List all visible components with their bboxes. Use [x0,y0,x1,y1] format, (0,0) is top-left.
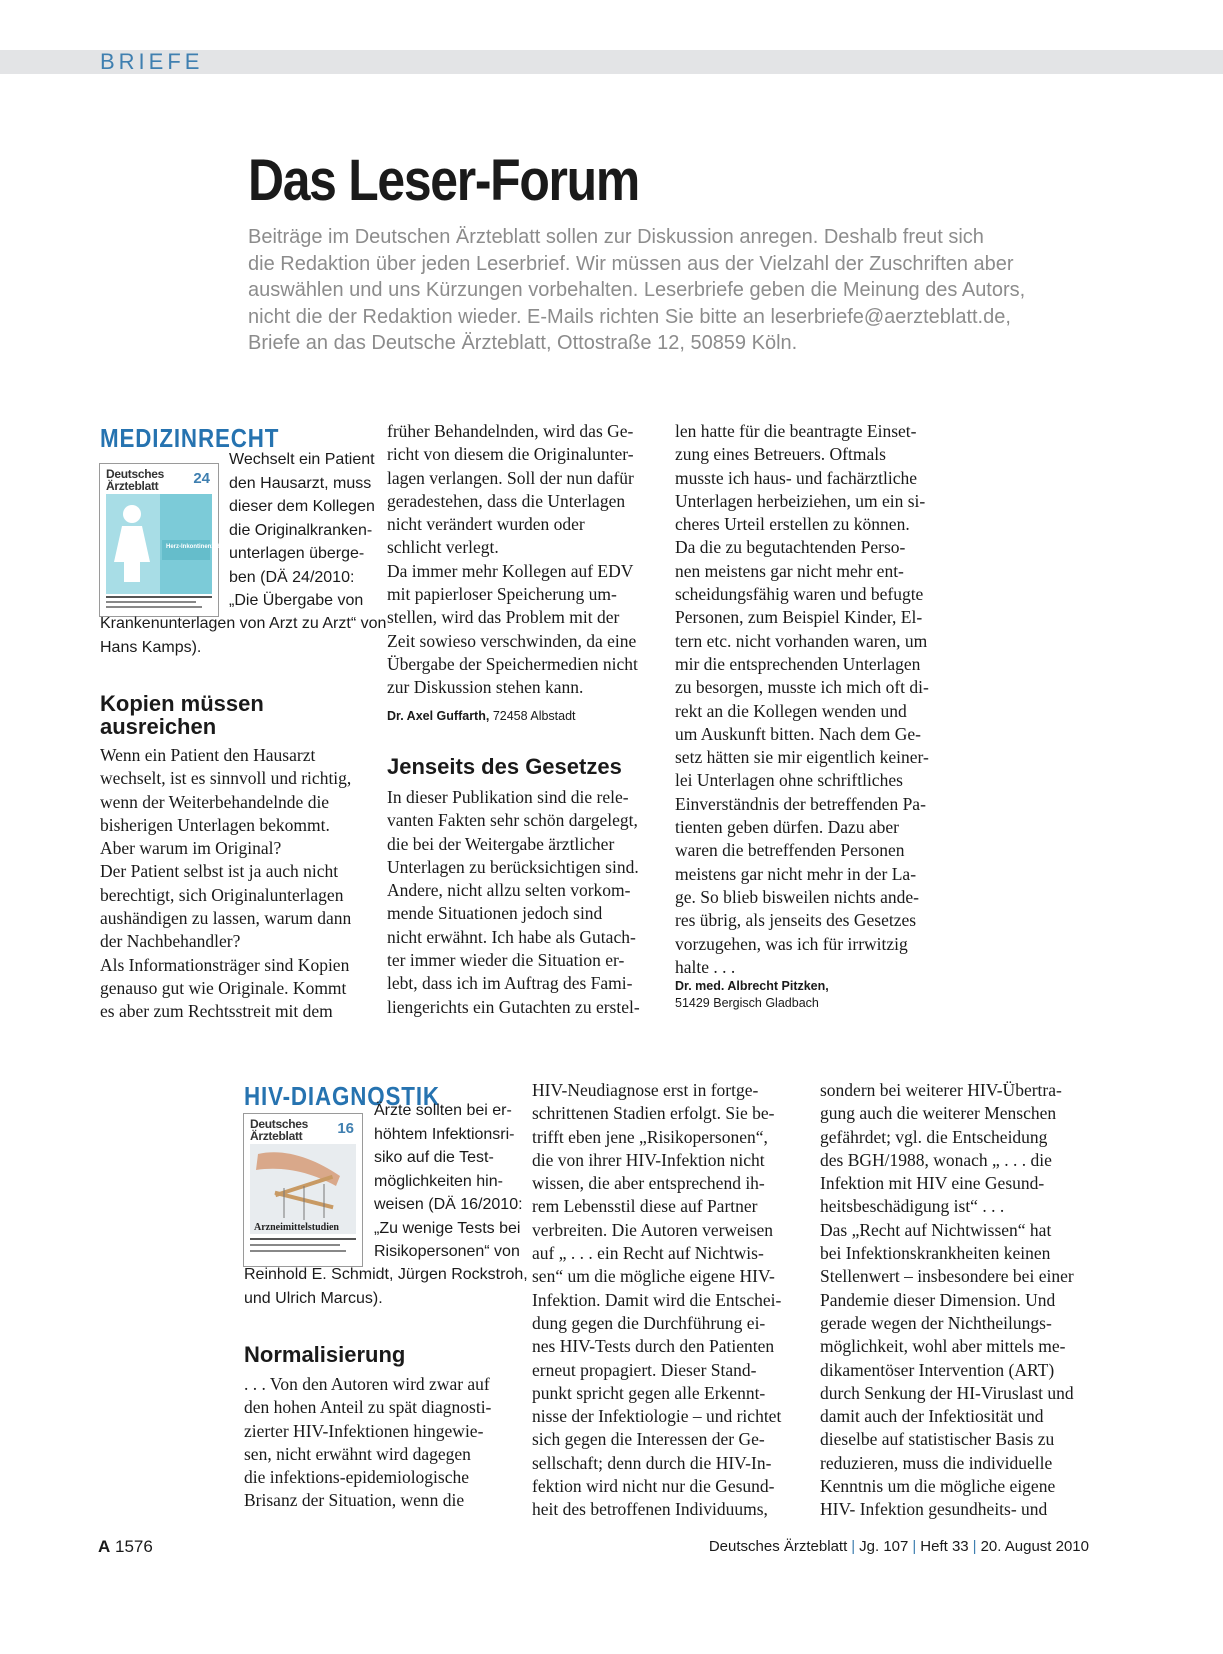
text-line: zu besorgen, musste ich mich oft di- [675,677,929,698]
text-line: dieselbe auf statistischer Basis zu [820,1429,1055,1450]
page-prefix: A [98,1537,111,1556]
text-line: Als Informationsträger sind Kopien [100,954,350,975]
cover-caption: Herz-Inkontinenz der Frau [166,544,241,550]
text-line: Brisanz der Situation, wenn die [244,1490,465,1511]
text-line: dieser dem Kollegen [229,498,375,515]
text-line: tienten geben dürfen. Dazu aber [675,817,899,838]
letter-normalisierung-col3 [820,1079,1105,1522]
text-line: punkt spricht gegen alle Erkennt- [532,1382,766,1403]
text-line: richt von diesem die Originalunter- [387,444,634,465]
text-line: höhtem Infektionsri- [374,1125,515,1143]
author-name: Dr. Axel Guffarth, [387,709,490,723]
text-line: scheidungsfähig waren und befugte [675,584,924,605]
text-line: unterlagen überge- [229,545,365,562]
text-line: Risikopersonen“ von [374,1243,520,1260]
text-line: Reinhold E. Schmidt, Jürgen Rockstroh, [244,1266,528,1283]
text-line: lagen verlangen. Soll der nun dafür [387,467,634,488]
intro-text [248,224,1128,357]
letter-jenseits-col3 [675,420,950,979]
text-line: es aber zum Rechtsstreit mit dem [100,1001,333,1022]
text-line: In dieser Publikation sind die rele- [387,787,629,807]
text-line: dung gegen die Durchführung ei- [532,1312,766,1333]
text-line: Unterlagen herbeiziehen, um ein si- [675,490,926,511]
footer-journal: Deutsches Ärzteblatt [708,1538,848,1555]
topic-medizinrecht: MEDIZINRECHT [100,423,280,453]
text-line: heitsbeschädigung ist“ . . . [820,1196,1005,1217]
text-line: wissen, die aber entsprechend ih- [532,1173,765,1194]
text-line: um Auskunft bitten. Nach dem Ge- [675,723,921,744]
footer-issue: Heft 33 [920,1538,969,1555]
page-number [98,1537,153,1557]
text-line: zur Diskussion stehen kann. [387,677,584,698]
teaser-hiv-narrow [374,1099,524,1264]
text-line: nicht erwähnt. Ich habe als Gutach- [387,926,636,947]
text-line: Infektion mit HIV eine Gesund- [820,1173,1045,1194]
letter-heading-normalisierung: Normalisierung [244,1342,406,1367]
text-line: die Originalkranken- [229,521,373,539]
cover-title: Deutsches Ärzteblatt [250,1117,308,1143]
letter-normalisierung-col1 [244,1373,519,1513]
text-line: Personen, zum Beispiel Kinder, El- [675,607,923,628]
text-line: schrittenen Stadien erfolgt. Sie be- [532,1103,775,1124]
text-line: Andere, nicht allzu selten vorkom- [387,880,631,901]
text-line: HIV- Infektion gesundheits- und [820,1499,1048,1520]
text-line: len hatte für die beantragte Einset- [675,421,917,441]
text-line: Beiträge im Deutschen Ärzteblatt sollen zur Diskussion anregen. Deshalb freut sich [248,226,984,248]
text-line: Infektion. Damit wird die Entschei- [532,1289,782,1310]
cover-issue-number: 24 [193,470,210,487]
text-line: Da immer mehr Kollegen auf EDV [387,560,634,581]
text-line: möglichkeiten hin- [374,1172,503,1190]
text-line: Wechselt ein Patient [229,451,375,468]
text-line: setz hätten sie mir eigentlich keiner- [675,747,929,768]
text-line: berechtigt, sich Originalunterlagen [100,884,344,905]
text-line: liengerichts ein Gutachten zu erstel- [387,996,640,1017]
text-line: Aber warum im Original? [100,838,282,859]
text-line: meistens gar nicht mehr in der La- [675,863,917,884]
text-line: Wenn ein Patient den Hausarzt [100,745,316,765]
text-line: Hans Kamps). [100,638,202,656]
cover-issue-number: 16 [337,1120,354,1137]
teaser-medizinrecht-narrow [229,448,379,613]
text-line: zung eines Betreuers. Oftmals [675,444,886,465]
text-line: gerade wegen der Nichtheilungs- [820,1312,1052,1333]
teaser-hiv-wide [244,1263,528,1310]
text-line: sen“ um die mögliche eigene HIV- [532,1266,775,1287]
cover-artwork [244,1114,362,1266]
text-line: auf „ . . . ein Recht auf Nichtwis- [532,1243,764,1264]
author-place: 51429 Bergisch Gladbach [675,996,819,1010]
text-line: Kopien müssen [100,691,264,716]
text-line: verbreiten. Die Autoren verweisen [532,1219,774,1240]
text-line: die von ihrer HIV-Infektion nicht [532,1149,765,1170]
text-line: trifft eben jene „Risikopersonen“, [532,1126,768,1147]
text-line: sich gegen die Interessen der Ge- [532,1429,765,1450]
text-line: auswählen und uns Kürzungen vorbehalten. Leserbriefe geben die Meinung des Autors, [248,279,1026,301]
topic-hiv-diagnostik: HIV-DIAGNOSTIK [244,1081,440,1111]
text-line: genauso gut wie Originale. Kommt [100,977,347,998]
text-line: ge. So blieb bisweilen nichts ande- [675,886,919,907]
text-line: „Zu wenige Tests bei [374,1219,521,1237]
letter-normalisierung-col2 [532,1079,807,1522]
text-line: nicht verändert wurden oder [387,514,585,535]
author-name: Dr. med. Albrecht Pitzken, [675,979,829,993]
text-line: stellen, wird das Problem mit der [387,607,620,628]
letter-jenseits-col2 [387,786,662,1019]
text-line: gefährdet; vgl. die Entscheidung [820,1126,1048,1147]
text-line: Kenntnis um die mögliche eigene [820,1476,1056,1497]
cover-caption: Arzneimittelstudien [254,1222,339,1233]
text-line: ben (DÄ 24/2010: [229,568,355,586]
text-line: zierter HIV-Infektionen hingewie- [244,1420,484,1441]
text-line: Übergabe der Speichermedien nicht [387,653,638,674]
text-line: heit des betroffenen Individuums, [532,1499,768,1520]
text-line: wechselt, ist es sinnvoll und richtig, [100,768,352,789]
text-line: lebt, dass ich im Auftrag des Fami- [387,973,633,994]
text-line: halte . . . [675,956,736,977]
text-line: bisherigen Unterlagen bekommt. [100,814,330,835]
text-line: reduzieren, muss die individuelle [820,1452,1053,1473]
text-line: fektion wird nicht nur die Gesund- [532,1476,775,1497]
text-line: sellschaft; denn durch die HIV-In- [532,1452,772,1473]
text-line: gung auch die weiterer Menschen [820,1103,1057,1124]
text-line: mende Situationen jedoch sind [387,903,603,924]
text-line: vanten Fakten sehr schön dargelegt, [387,810,638,831]
text-line: schlicht verlegt. [387,537,499,558]
text-line: geradestehen, dass die Unterlagen [387,490,626,511]
text-line: aushändigen zu lassen, warum dann [100,908,352,929]
text-line: der Nachbehandler? [100,931,241,952]
text-line: . . . Von den Autoren wird zwar auf [244,1374,490,1394]
text-line: sondern bei weiterer HIV-Übertra- [820,1080,1062,1100]
text-line: Der Patient selbst ist ja auch nicht [100,861,339,882]
text-line: Stellenwert – insbesondere bei einer [820,1266,1074,1287]
text-line: tern etc. nicht vorhanden waren, um [675,630,928,651]
text-line: des BGH/1988, wonach „ . . . die [820,1149,1052,1170]
cover-image-medizinrecht [99,463,241,617]
text-line: den Hausarzt, muss [229,474,372,492]
text-line: möglichkeit, wohl aber mittels me- [820,1336,1066,1357]
text-line: und Ulrich Marcus). [244,1289,383,1307]
footer-volume: Jg. 107 [859,1538,909,1555]
text-line: Ärzte sollten bei er- [374,1102,512,1119]
letter-heading-kopien [100,692,264,738]
text-line: durch Senkung der HI-Viruslast und [820,1382,1074,1403]
text-line: nes HIV-Tests durch den Patienten [532,1336,775,1357]
text-line: „Die Übergabe von [229,592,364,609]
text-line: ter immer wieder die Situation er- [387,950,625,971]
text-line: mir die entsprechenden Unterlagen [675,653,921,674]
text-line: damit auch der Infektiosität und [820,1406,1044,1427]
text-line: Pandemie dieser Dimension. Und [820,1289,1056,1310]
text-line: die Redaktion über jeden Leserbrief. Wir müssen aus der Vielzahl der Zuschriften aber [248,252,1014,275]
text-line: vorzugehen, was ich für irrwitzig [675,933,908,954]
text-line: cheres Urteil erstellen zu können. [675,514,910,535]
text-line: früher Behandelnden, wird das Ge- [387,421,634,441]
footer-journal-info: Deutsches Ärzteblatt | Jg. 107 | Heft 33 | 20. August 2010 [708,1538,1089,1555]
text-line: nen meistens gar nicht mehr ent- [675,560,904,581]
cover-image-hiv [243,1113,363,1267]
text-line: rem Lebensstil diese auf Partner [532,1196,758,1217]
author-pitzken [675,978,829,1012]
cover-title: Deutsches Ärzteblatt [106,467,164,493]
text-line: den hohen Anteil zu spät diagnosti- [244,1397,492,1418]
text-line: Da die zu begutachtenden Perso- [675,537,906,558]
cover-artwork [100,464,241,616]
text-line: mit papierloser Speicherung um- [387,584,617,605]
text-line: die infektions-epidemiologische [244,1467,470,1488]
section-label: BRIEFE [100,49,204,74]
page-title: Das Leser-Forum [248,148,639,213]
text-line: dikamentöser Intervention (ART) [820,1359,1055,1380]
text-line: lei Unterlagen ohne schriftliches [675,770,903,791]
text-line: ausreichen [100,714,217,739]
text-line: Briefe an das Deutsche Ärzteblatt, Ottostraße 12, 50859 Köln. [248,332,798,354]
text-line: Einverständnis der betreffenden Pa- [675,793,926,814]
text-line: waren die betreffenden Personen [675,840,905,861]
text-line: nisse der Infektiologie – und richtet [532,1406,782,1427]
text-line: bei Infektionskrankheiten keinen [820,1243,1051,1264]
text-line: Das „Recht auf Nichtwissen“ hat [820,1219,1052,1240]
text-line: HIV-Neudiagnose erst in fortge- [532,1080,759,1100]
text-line: Unterlagen zu berücksichtigen sind. [387,856,639,877]
text-line: weisen (DÄ 16/2010: [374,1196,523,1213]
text-line: res übrig, als jenseits des Gesetzes [675,910,917,931]
letter-kopien-col1 [100,744,375,1024]
text-line: sen, nicht erwähnt wird dagegen [244,1443,471,1464]
text-line: nicht die der Redaktion wieder. E-Mails richten Sie bitte an leserbriefe@aerzteblatt.de, [248,305,1011,328]
letter-heading-jenseits: Jenseits des Gesetzes [387,754,622,779]
author-guffarth [387,708,576,725]
text-line: musste ich haus- und fachärztliche [675,467,917,488]
text-line: wenn der Weiterbehandelnde die [100,791,330,812]
page-number-value: 1576 [115,1537,153,1556]
text-line: die bei der Weitergabe ärztlicher [387,833,615,854]
author-place: 72458 Albstadt [489,709,576,723]
teaser-medizinrecht-wide [100,612,387,659]
text-line: Zeit sowieso verschwinden, da eine [387,630,637,651]
text-line: siko auf die Test- [374,1149,494,1166]
text-line: rekt an die Kollegen wenden und [675,700,907,721]
text-line: Krankenunterlagen von Arzt zu Arzt“ von [100,615,387,632]
footer-date: 20. August 2010 [980,1538,1089,1555]
letter-kopien-col2 [387,420,662,700]
text-line: erneut propagiert. Dieser Stand- [532,1359,757,1380]
